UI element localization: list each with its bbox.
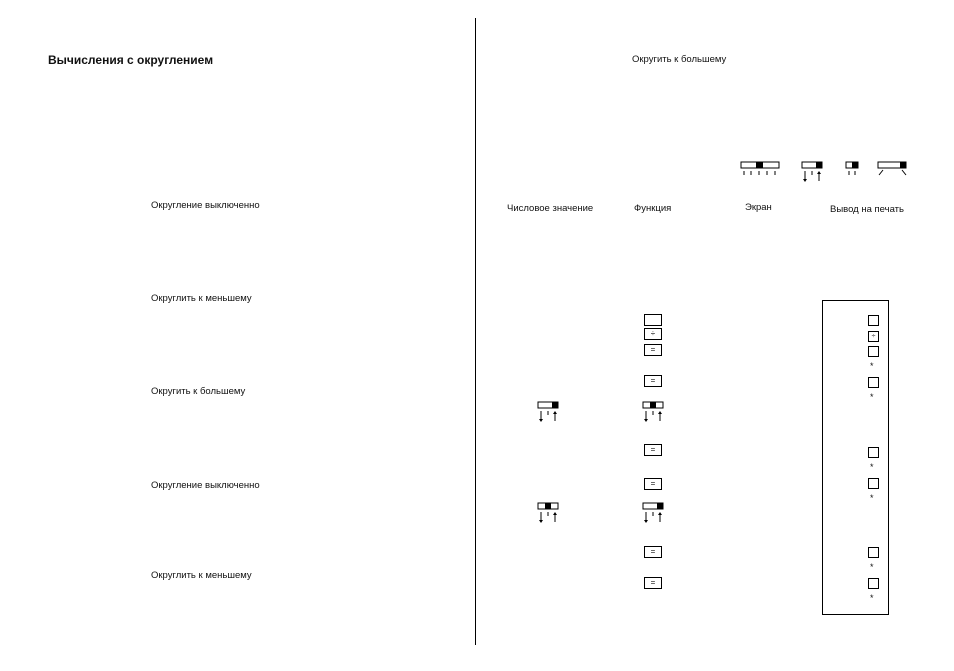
column-print: Вывод на печать <box>830 204 904 215</box>
equals-key: = <box>644 546 662 558</box>
print-star: * <box>870 493 874 503</box>
page-title: Вычисления с округлением <box>48 53 214 67</box>
print-blank-key <box>868 377 879 388</box>
print-star: * <box>870 593 874 603</box>
print-blank-key <box>868 447 879 458</box>
print-star: * <box>870 462 874 472</box>
section-subtitle: Округить к большему <box>632 54 727 65</box>
column-display: Экран <box>745 202 772 213</box>
print-star: * <box>870 361 874 371</box>
column-number: Числовое значение <box>507 203 594 214</box>
print-blank-key <box>868 478 879 489</box>
column-function: Функция <box>634 203 672 214</box>
rounding-switch-mid-icon <box>642 401 666 423</box>
equals-key: = <box>644 577 662 589</box>
print-blank-key <box>868 346 879 357</box>
number-switch-mid-icon <box>537 502 561 524</box>
rounding-switch-up-icon <box>642 502 666 524</box>
step-label-round-down: Округлить к меньшему <box>151 293 252 304</box>
equals-key: = <box>644 375 662 387</box>
print-blank-key <box>868 547 879 558</box>
print-star: * <box>870 392 874 402</box>
blank-key <box>644 314 662 326</box>
equals-key: = <box>644 478 662 490</box>
step-label-rounding-off-2: Округление выключенно <box>151 480 260 491</box>
decimal-selector-icon <box>740 161 784 177</box>
divide-key: ÷ <box>644 328 662 340</box>
number-switch-up-icon <box>537 401 561 423</box>
column-divider <box>475 18 476 645</box>
print-blank-key <box>868 578 879 589</box>
print-divide-key: ÷ <box>868 331 879 342</box>
equals-key: = <box>644 444 662 456</box>
print-star: * <box>870 562 874 572</box>
step-label-round-up: Округить к большему <box>151 386 246 397</box>
print-blank-key <box>868 315 879 326</box>
step-label-round-down-2: Округлить к меньшему <box>151 570 252 581</box>
rounding-switch-icon <box>801 161 825 183</box>
mode-switch-icon <box>845 161 861 177</box>
print-switch-icon <box>877 161 911 177</box>
step-label-rounding-off: Округление выключенно <box>151 200 260 211</box>
equals-key: = <box>644 344 662 356</box>
